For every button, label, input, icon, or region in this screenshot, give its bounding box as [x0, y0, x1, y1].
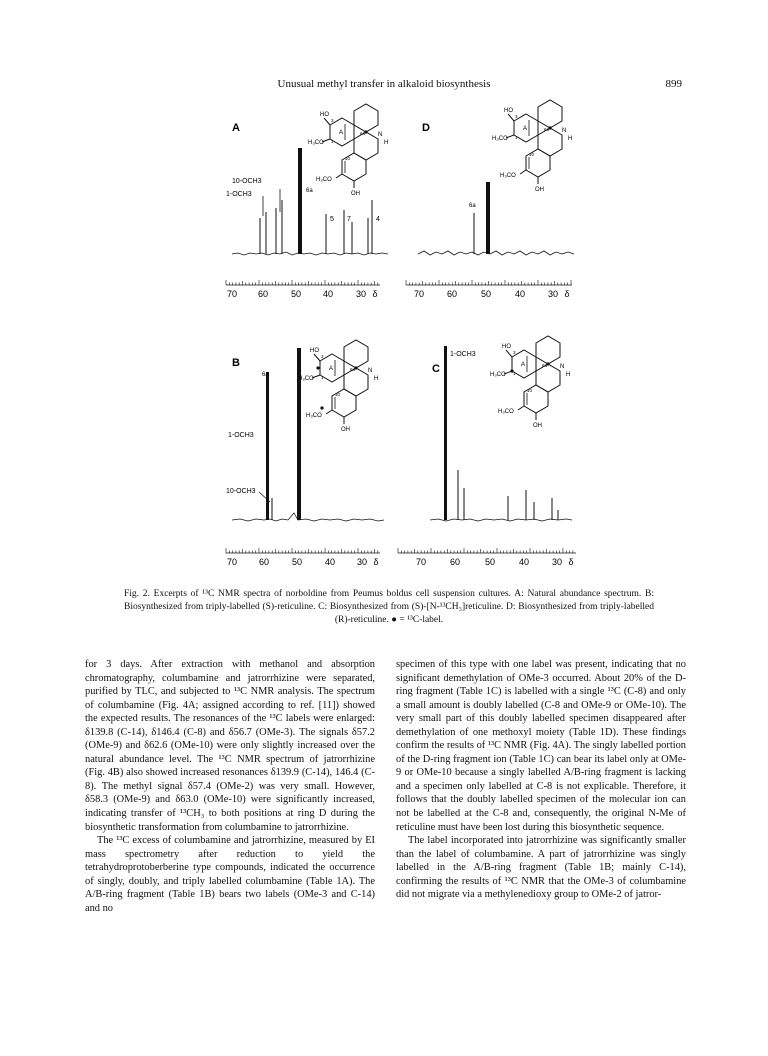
panel-c — [398, 336, 576, 567]
tick-label: 30 — [355, 289, 367, 299]
x-axis — [398, 548, 576, 567]
peak-label: 7 — [347, 216, 351, 223]
text-column-right — [396, 658, 686, 902]
running-title: Unusual methyl transfer in alkaloid biosynthesis — [277, 78, 491, 90]
peak-label: 4 — [376, 216, 380, 223]
paragraph: The label incorporated into jatrorrhizine was significantly smaller than the label of columbamine. A part of jatrorrhizine was singly labelled in the A/B-ring fragment (Table 1B; mainly C-14), confirming the results of ¹³C NMR that the OMe-3 of columbamine did not migrate via a methylenedioxy group to OMe-2 of jatror- — [396, 835, 686, 901]
nmr-figure: 6a N H 10 OH A 10-OCH3 1-OCH3 6a 5 7 4 70 60 50 40 30 δ D 6a 70 60 50 40 30 δ B 6a 1-OCH3 10-OCH3 70 60 50 40 30 δ C 1-OCH3 70 60 50 40 30 δ — [0, 0, 768, 590]
text-column-left — [85, 658, 375, 915]
tick-label: 30 — [551, 557, 563, 567]
tick-label: 70 — [413, 289, 425, 299]
peak-label: 10-OCH3 — [226, 488, 256, 495]
peak-label: 5 — [330, 216, 334, 223]
tick-label: 60 — [258, 557, 270, 567]
tick-label: 40 — [518, 557, 530, 567]
tick-label: δ — [372, 289, 378, 299]
tick-label: 30 — [547, 289, 559, 299]
paragraph: for 3 days. After extraction with methanol and absorption chromatography, columbamine and jatrorrhizine were separated, purified by TLC, and subjected to ¹³C NMR analysis. The spectrum of columbamine (Fig. 4A; assigned according to ref. [11]) showed the expected results. The resonances of the ¹³C labels were enlarged: δ139.8 (C-14), δ146.4 (C-8) and δ56.7 (OMe-3). The signals δ57.2 (OMe-9) and δ62.6 (OMe-10) were only slightly increased over the natural abundance level. The ¹³C NMR spectrum of jatrorrhizine (Fig. 4B) also showed increased resonances δ139.9 (C-14), 146.4 (C-8). The methyl signal δ57.4 (OMe-2) was very small. However, δ58.3 (OMe-9) and δ63.0 (OMe-10) were significantly increased, indicating transfer of ¹³CH₃ to both positions at ring D during the biosynthetic transformation from columbamine to jatrorrhizine. — [85, 659, 375, 833]
norboldine-structure — [490, 336, 570, 429]
peak-label: 6a — [306, 188, 313, 194]
tick-label: 50 — [290, 289, 302, 299]
norboldine-structure — [492, 100, 572, 193]
peak-label: 6a — [469, 203, 476, 209]
figure-caption: Fig. 2. Excerpts of ¹³C NMR spectra of norboldine from Peumus boldus cell suspension cultures. A: Natural abundance spectrum. B: Biosynthesized from triply-labelled (S)-reticuline. C: Biosynthesized from (S)-[N-¹³CH₃]reticuline. D: Biosynthesized from triply-labelled (R)-reticuline. ● = ¹³C-label. — [124, 589, 654, 625]
peak-label: 1-OCH3 — [450, 351, 476, 358]
peak-label: 1-OCH3 — [226, 191, 252, 198]
tick-label: 40 — [324, 557, 336, 567]
panel-b — [226, 340, 384, 567]
peak-label: 10-OCH3 — [232, 178, 262, 185]
x-axis — [406, 280, 572, 299]
peak-label: 6a — [262, 372, 269, 378]
tick-label: δ — [373, 557, 379, 567]
panel-letter-a: A — [232, 122, 240, 134]
norboldine-structure — [308, 104, 388, 197]
x-axis — [226, 280, 380, 299]
tick-label: 70 — [226, 557, 238, 567]
panel-d — [406, 100, 574, 299]
norboldine-structure — [298, 340, 378, 433]
tick-label: 40 — [514, 289, 526, 299]
peak-label: 1-OCH3 — [228, 432, 254, 439]
paragraph: The ¹³C excess of columbamine and jatrorrhizine, measured by EI mass spectrometry after reduction to yield the tetrahydroprotoberberine type compounds, indicated the occurrence of singly, doubly, and triply labelled columbamine (Table 1A). The A/B-ring fragment (Table 1B) bears two labels (OMe-3 and C-14) and no — [85, 835, 375, 914]
tick-label: 50 — [480, 289, 492, 299]
tick-label: 60 — [446, 289, 458, 299]
panel-a — [226, 104, 388, 299]
tick-label: δ — [564, 289, 570, 299]
panel-letter-b: B — [232, 357, 240, 369]
tick-label: 70 — [415, 557, 427, 567]
tick-label: δ — [568, 557, 574, 567]
page-number: 899 — [665, 78, 682, 90]
tick-label: 70 — [226, 289, 238, 299]
tick-label: 30 — [356, 557, 368, 567]
panel-letter-d: D — [422, 122, 430, 134]
tick-label: 60 — [449, 557, 461, 567]
tick-label: 50 — [291, 557, 303, 567]
paragraph: specimen of this type with one label was present, indicating that no significant demethylation of OMe-3 occurred. About 20% of the D-ring fragment (Table 1C) is labelled with a single ¹³C (C-8) and only a small amount is doubly labelled (C-8 and OMe-9 or OMe-10). The very small part of this doubly labelled specimen disappeared after demethylation of one methoxyl moiety (Table 1D). These findings confirm the results of ¹³C NMR (Fig. 4A). The singly labelled portion of the D-ring fragment ion (Table 1C) can bear its label only at OMe-9 or OMe-10 because a singly labelled A/B-ring fragment is lacking and a specimen only labelled at C-8 is not explicable. Therefore, it follows that the doubly labelled specimen of the molecular ion can not be labelled at the C-8 and, consequently, the original N-Me of reticuline must have been lost during this biosynthetic sequence. — [396, 659, 686, 833]
tick-label: 50 — [484, 557, 496, 567]
tick-label: 60 — [257, 289, 269, 299]
x-axis — [226, 548, 380, 567]
panel-letter-c: C — [432, 363, 440, 375]
tick-label: 40 — [322, 289, 334, 299]
